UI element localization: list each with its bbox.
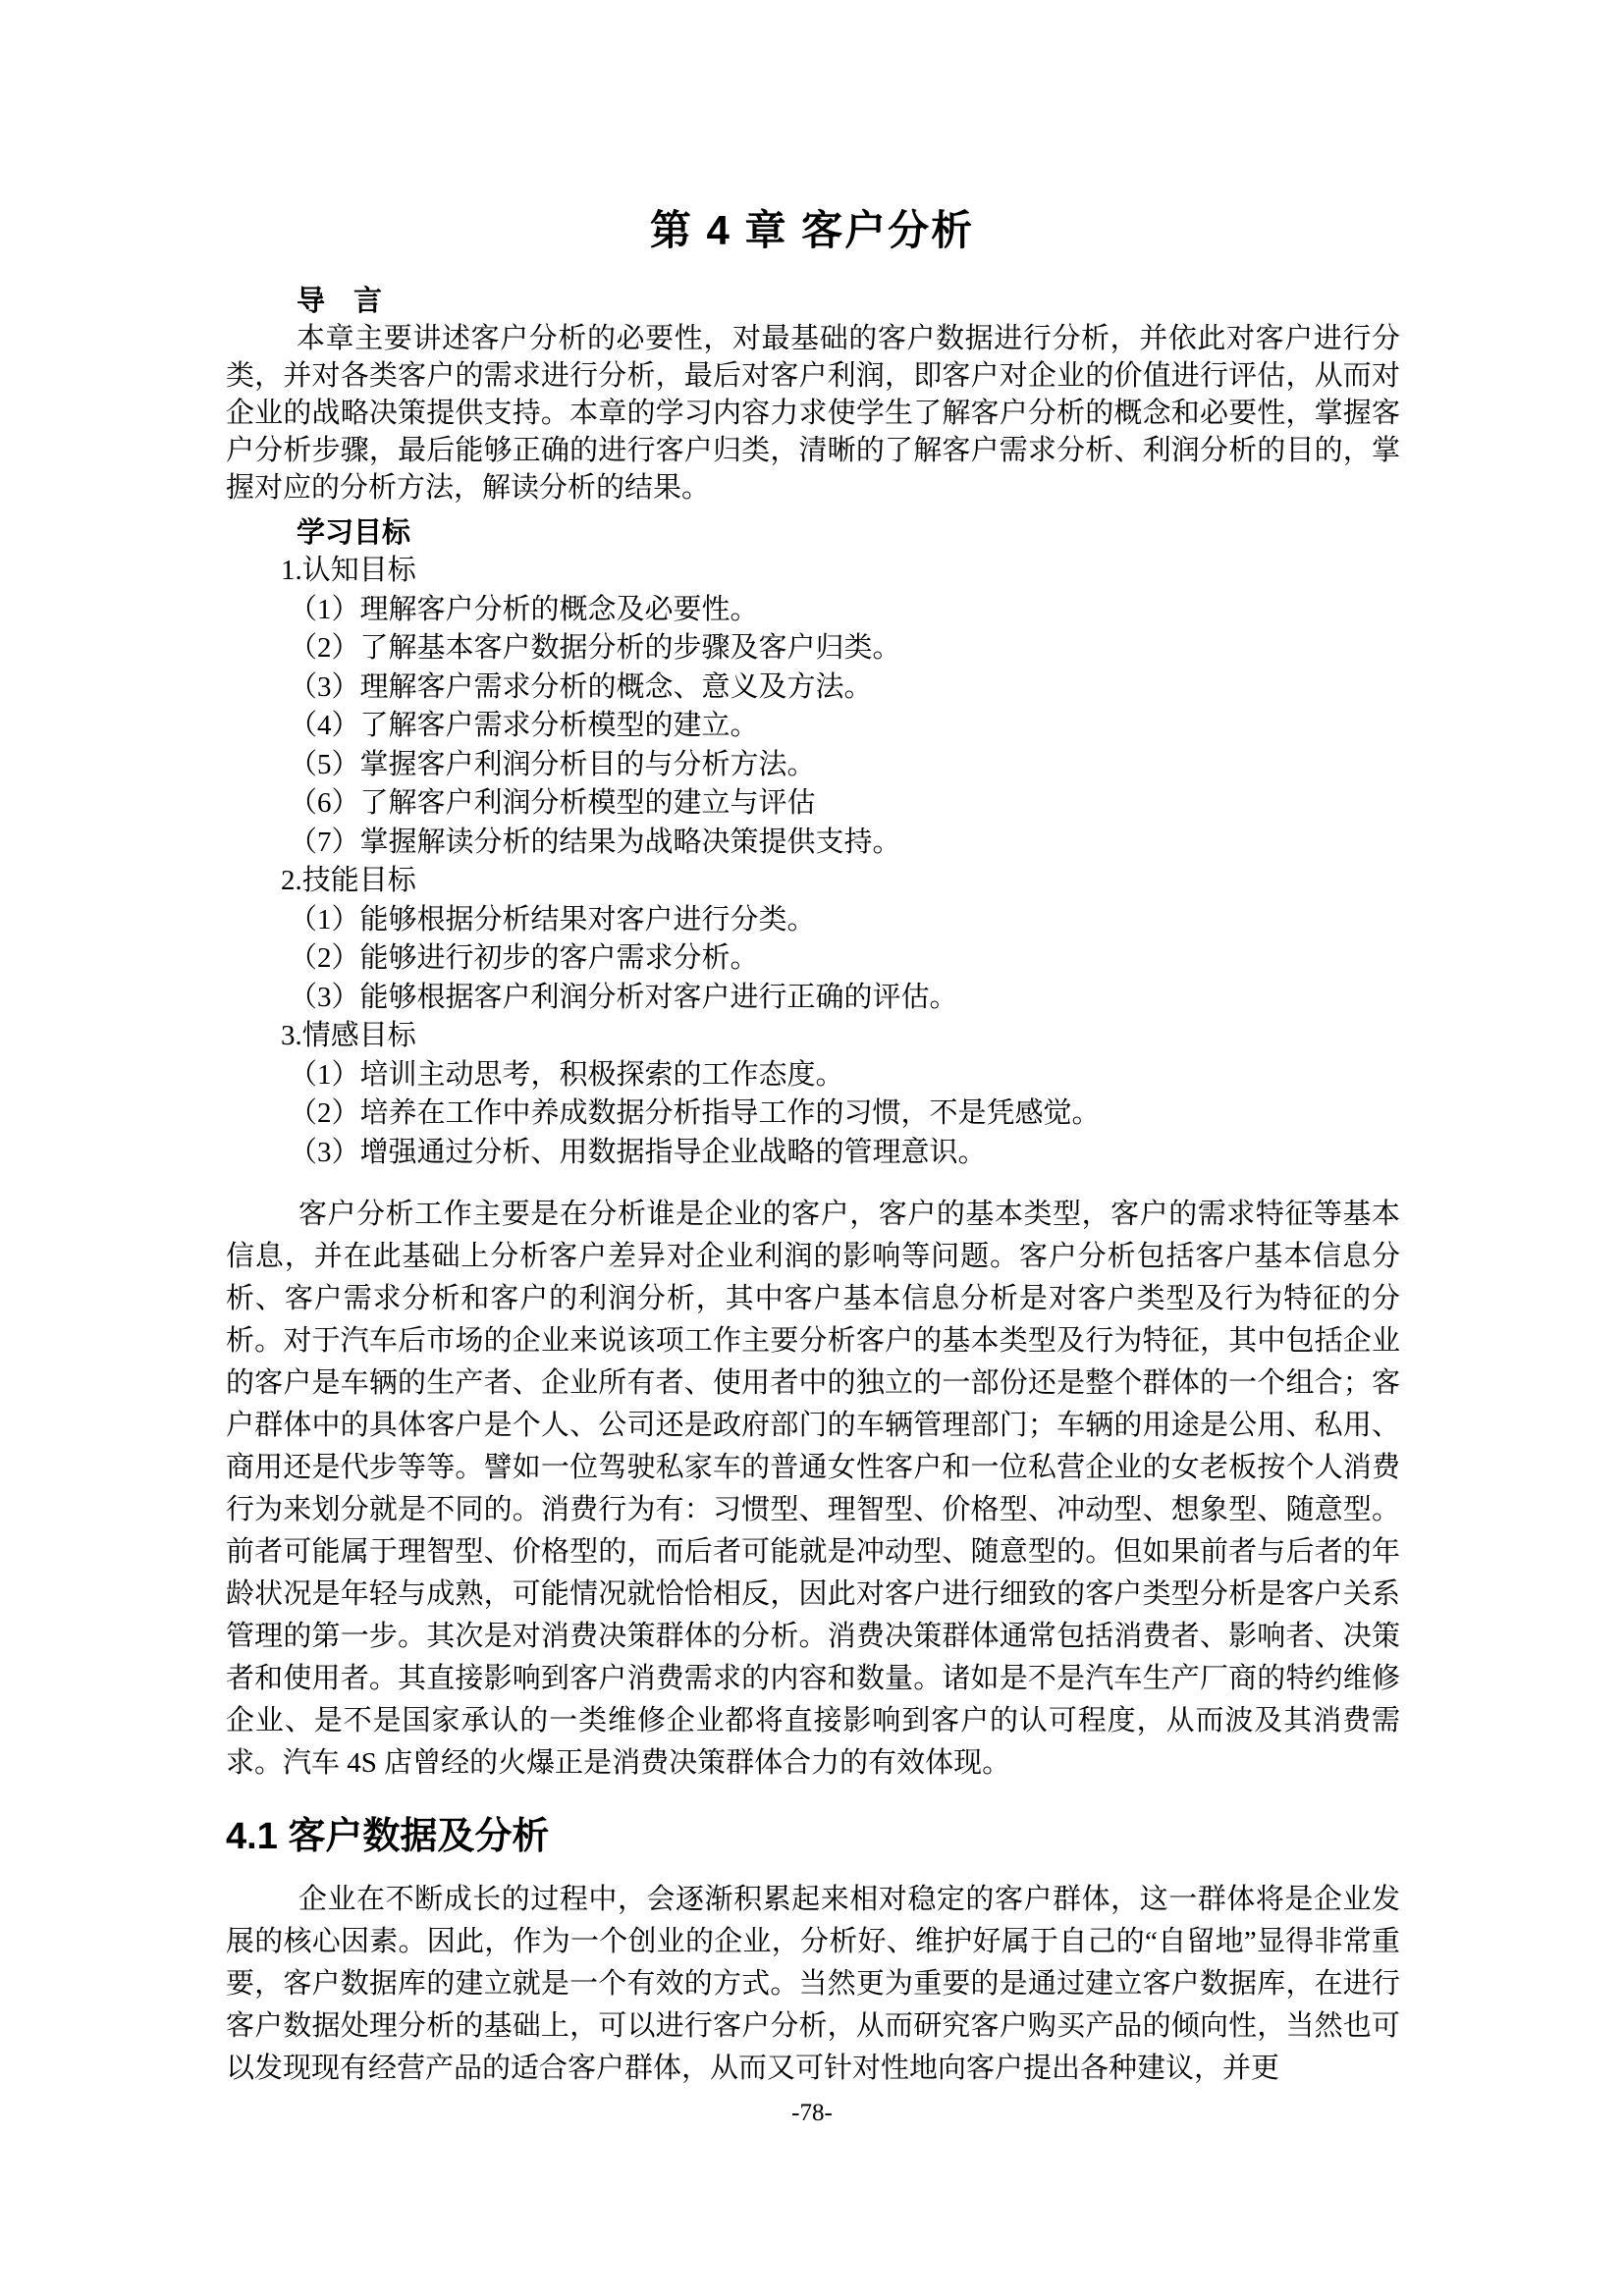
objective-group-label: 1.认知目标 (281, 555, 416, 586)
section-heading: 4.1 客户数据及分析 (226, 1816, 550, 1857)
objective-item: （1）理解客户分析的概念及必要性。 (289, 593, 759, 625)
objective-item: （7）掌握解读分析的结果为战略决策提供支持。 (289, 826, 901, 858)
objective-item: （2）能够进行初步的客户需求分析。 (289, 942, 759, 974)
objective-item: （1）培训主动思考，积极探索的工作态度。 (289, 1058, 844, 1091)
objective-group-label: 2.技能目标 (281, 865, 416, 896)
intro-heading: 导 言 (297, 286, 383, 317)
objective-item: （4）了解客户需求分析模型的建立。 (289, 710, 759, 741)
page-content (0, 283, 1624, 2090)
intro-paragraph: 本章主要讲述客户分析的必要性，对最基础的客户数据进行分析，并依此对客户进行分类，并对各类客户的需求进行分析，最后对客户利润，即客户对企业的价值进行评估，从而对企业的战略决策提供支持。本章的学习内容力求使学生了解客户分析的概念和必要性，掌握客户分析步骤，最后能够正确的进行客户归类，清晰的了解客户需求分析、利润分析的目的，掌握对应的分析方法，解读分析的结果。 (226, 323, 1400, 504)
objective-item: （3）能够根据客户利润分析对客户进行正确的评估。 (289, 981, 958, 1013)
chapter-title: 第 4 章 客户分析 (649, 207, 975, 253)
body-paragraph-1: 客户分析工作主要是在分析谁是企业的客户，客户的基本类型，客户的需求特征等基本信息，并在此基础上分析客户差异对企业利润的影响等问题。客户分析包括客户基本信息分析、客户需求分析和客户的利润分析，其中客户基本信息分析是对客户类型及行为特征的分析。对于汽车后市场的企业来说该项工作主要分析客户的基本类型及行为特征，其中包括企业的客户是车辆的生产者、企业所有者、使用者中的独立的一部份还是整个群体的一个组合；客户群体中的具体客户是个人、公司还是政府部门的车辆管理部门；车辆的用途是公用、私用、商用还是代步等等。譬如一位驾驶私家车的普通女性客户和一位私营企业的女老板按个人消费行为来划分就是不同的。消费行为有：习惯型、理智型、价格型、冲动型、想象型、随意型。前者可能属于理智型、价格型的，而后者可能就是冲动型、随意型的。但如果前者与后者的年龄状况是年轻与成熟，可能情况就恰恰相反，因此对客户进行细致的客户类型分析是客户关系管理的第一步。其次是对消费决策群体的分析。消费决策群体通常包括消费者、影响者、决策者和使用者。其直接影响到客户消费需求的内容和数量。诸如是不是汽车生产厂商的特约维修企业、是不是国家承认的一类维修企业都将直接影响到客户的认可程度，从而波及其消费需求。汽车 4S 店曾经的火爆正是消费决策群体合力的有效体现。 (226, 1199, 1400, 1779)
body-paragraph-2: 企业在不断成长的过程中，会逐渐积累起来相对稳定的客户群体，这一群体将是企业发展的核心因素。因此，作为一个创业的企业，分析好、维护好属于自己的“自留地”显得非常重要，客户数据库的建立就是一个有效的方式。当然更为重要的是通过建立客户数据库，在进行客户数据处理分析的基础上，可以进行客户分析，从而研究客户购买产品的倾向性，当然也可以发现现有经营产品的适合客户群体，从而又可针对性地向客户提出各种建议，并更 (226, 1884, 1400, 2084)
objective-item: （3）理解客户需求分析的概念、意义及方法。 (289, 670, 873, 703)
page-number: -78- (791, 2100, 833, 2126)
objective-item: （1）能够根据分析结果对客户进行分类。 (289, 903, 816, 935)
objectives-list (226, 552, 1400, 1172)
objectives-heading: 学习目标 (297, 517, 411, 549)
objective-item: （2）培养在工作中养成数据分析指导工作的习惯，不是凭感觉。 (289, 1097, 1101, 1129)
objective-group-label: 3.情感目标 (281, 1020, 416, 1051)
objective-item: （2）了解基本客户数据分析的步骤及客户归类。 (289, 632, 901, 664)
objective-item: （5）掌握客户利润分析目的与分析方法。 (289, 748, 816, 780)
objective-item: （6）了解客户利润分析模型的建立与评估 (289, 787, 816, 819)
objective-item: （3）增强通过分析、用数据指导企业战略的管理意识。 (289, 1136, 987, 1168)
